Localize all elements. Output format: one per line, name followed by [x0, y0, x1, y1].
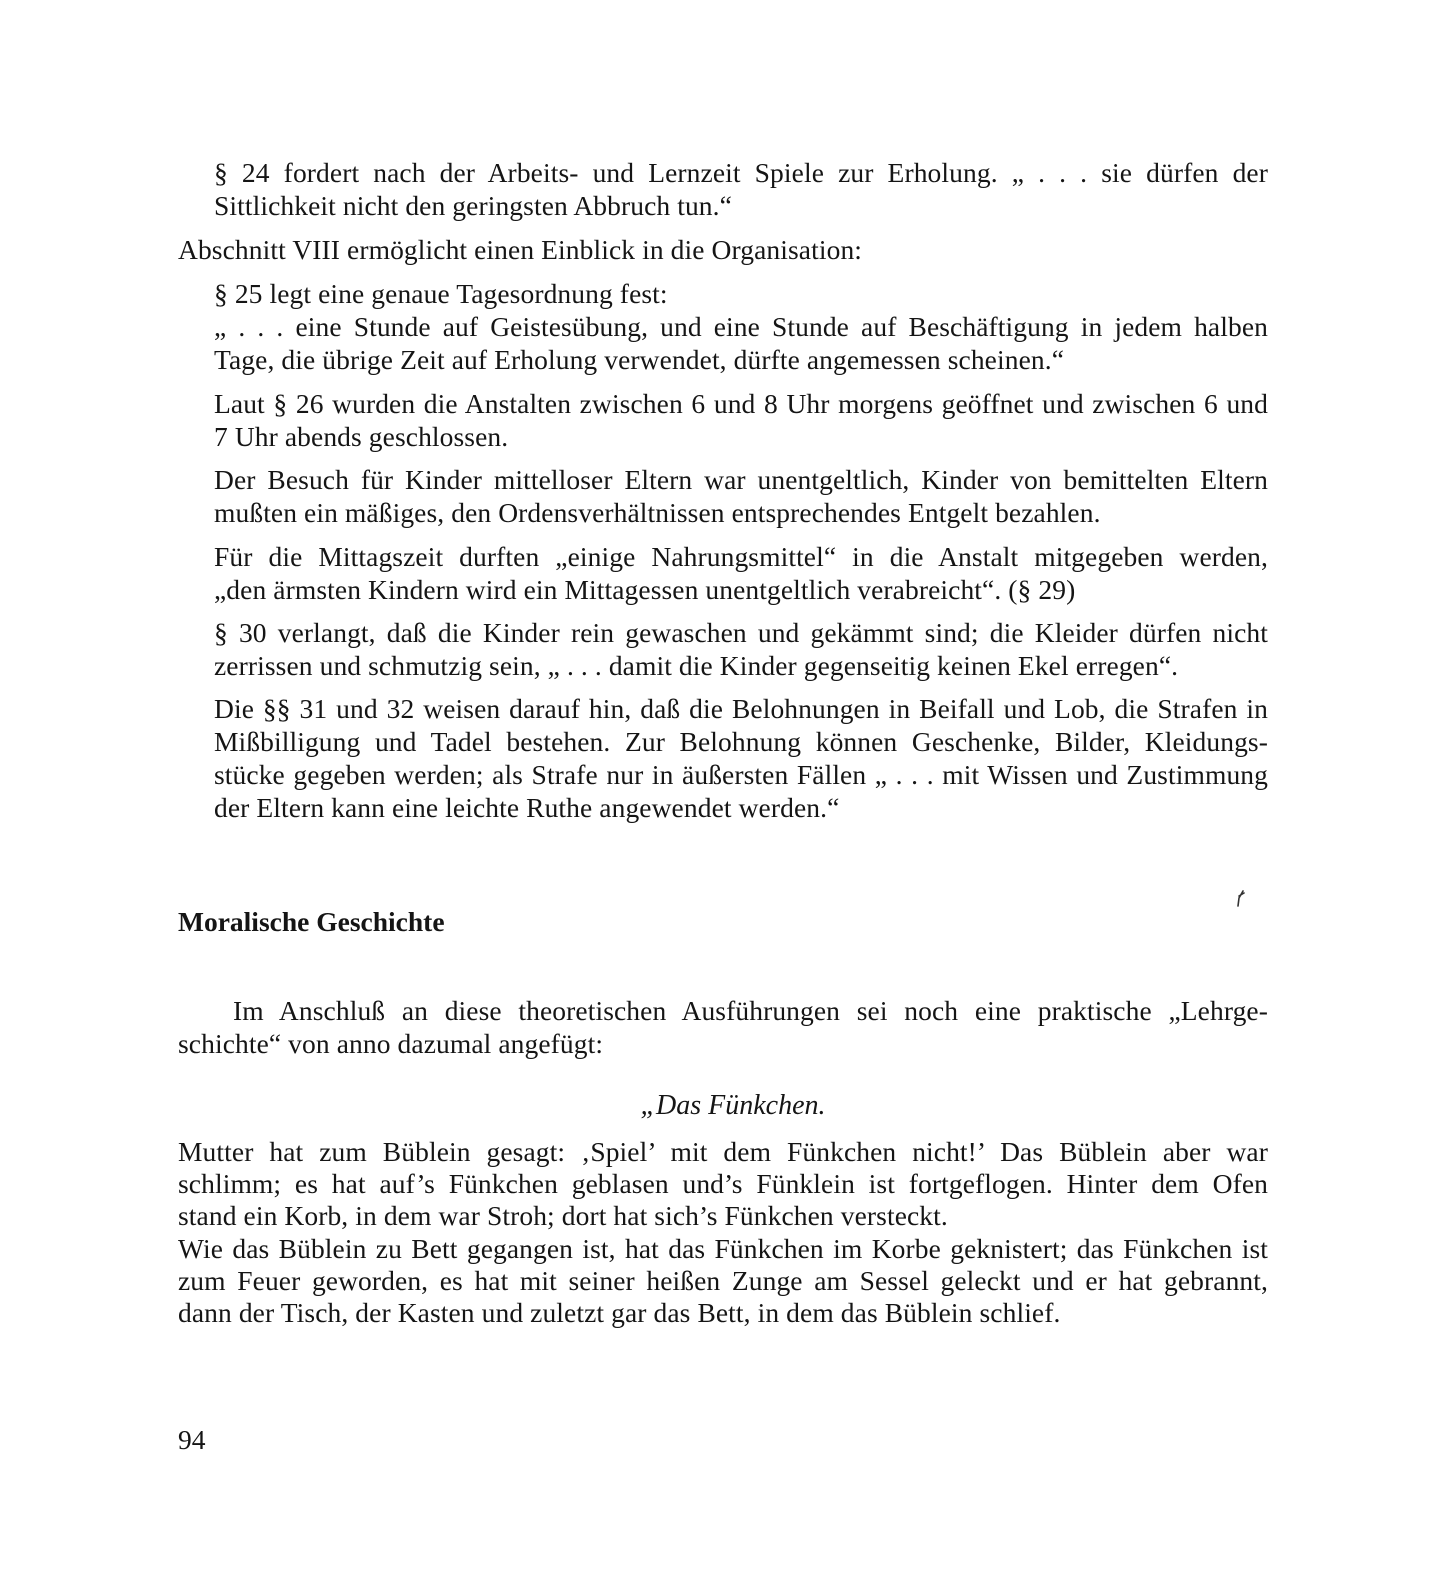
paragraph-24-line-1: § 24 fordert nach der Arbeits- und Lernzeit Spiele zur Erholung. „ . . . sie dürfen der	[214, 157, 1268, 188]
story-line-4: Wie das Büblein zu Bett gegangen ist, hat das Fünkchen im Korbe geknistert; das Fünkchen ist	[178, 1233, 1268, 1264]
paragraph-visit-line-1: Der Besuch für Kinder mittelloser Eltern war unentgeltlich, Kinder von bemittelten Eltern	[214, 464, 1268, 495]
story-line-1: Mutter hat zum Büblein gesagt: ‚Spiel’ mit dem Fünkchen nicht!’ Das Büblein aber war	[178, 1136, 1268, 1167]
paragraph-30-line-2: zerrissen und schmutzig sein, „ . . . damit die Kinder gegenseitig keinen Ekel erregen“.	[214, 650, 1179, 681]
paragraph-31-32-line-4: der Eltern kann eine leichte Ruthe angewendet werden.“	[214, 792, 840, 823]
paragraph-29-line-2: „den ärmsten Kindern wird ein Mittagessen unentgeltlich verabreicht“. (§ 29)	[214, 574, 1076, 605]
story-line-3: stand ein Korb, in dem war Stroh; dort hat sich’s Fünkchen versteckt.	[178, 1200, 948, 1231]
section-viii-intro: Abschnitt VIII ermöglicht einen Einblick in die Organisation:	[178, 234, 863, 265]
paragraph-24-line-2: Sittlichkeit nicht den geringsten Abbruch tun.“	[214, 190, 732, 221]
paragraph-30-line-1: § 30 verlangt, daß die Kinder rein gewaschen und gekämmt sind; die Kleider dürfen nicht	[214, 617, 1268, 648]
section-heading: Moralische Geschichte	[178, 906, 445, 937]
paragraph-25-line-2: „ . . . eine Stunde auf Geistesübung, und eine Stunde auf Beschäftigung in jedem halben	[214, 311, 1268, 342]
paragraph-visit-line-2: mußten ein mäßiges, den Ordensverhältnissen entsprechendes Entgelt bezahlen.	[214, 497, 1101, 528]
story-line-5: zum Feuer geworden, es hat mit seiner heißen Zunge am Sessel geleckt und er hat gebrannt,	[178, 1265, 1268, 1296]
paragraph-25-line-1: § 25 legt eine genaue Tagesordnung fest:	[214, 278, 668, 309]
paragraph-31-32-line-2: Mißbilligung und Tadel bestehen. Zur Belohnung können Geschenke, Bilder, Kleidungs-	[214, 726, 1268, 757]
paragraph-31-32-line-3: stücke gegeben werden; als Strafe nur in äußersten Fällen „ . . . mit Wissen und Zustimmung	[214, 759, 1268, 790]
story-line-6: dann der Tisch, der Kasten und zuletzt gar das Bett, in dem das Büblein schlief.	[178, 1297, 1061, 1328]
story-title: „Das Fünkchen.	[640, 1090, 826, 1121]
ink-speck	[1236, 890, 1246, 908]
intro-line-1: Im Anschluß an diese theoretischen Ausführungen sei noch eine praktische „Lehrge-	[233, 995, 1268, 1026]
paragraph-29-line-1: Für die Mittagszeit durften „einige Nahrungsmittel“ in die Anstalt mitgegeben werden,	[214, 541, 1268, 572]
paragraph-26-line-2: 7 Uhr abends geschlossen.	[214, 421, 509, 452]
page-number: 94	[178, 1424, 206, 1455]
intro-line-2: schichte“ von anno dazumal angefügt:	[178, 1028, 604, 1059]
paragraph-25-line-3: Tage, die übrige Zeit auf Erholung verwendet, dürfte angemessen scheinen.“	[214, 344, 1065, 375]
paragraph-26-line-1: Laut § 26 wurden die Anstalten zwischen 6 und 8 Uhr morgens geöffnet und zwischen 6 und	[214, 388, 1268, 419]
paragraph-31-32-line-1: Die §§ 31 und 32 weisen darauf hin, daß die Belohnungen in Beifall und Lob, die Strafen in	[214, 693, 1268, 724]
story-line-2: schlimm; es hat auf’s Fünkchen geblasen und’s Fünklein ist fortgeflogen. Hinter dem Ofen	[178, 1168, 1268, 1199]
